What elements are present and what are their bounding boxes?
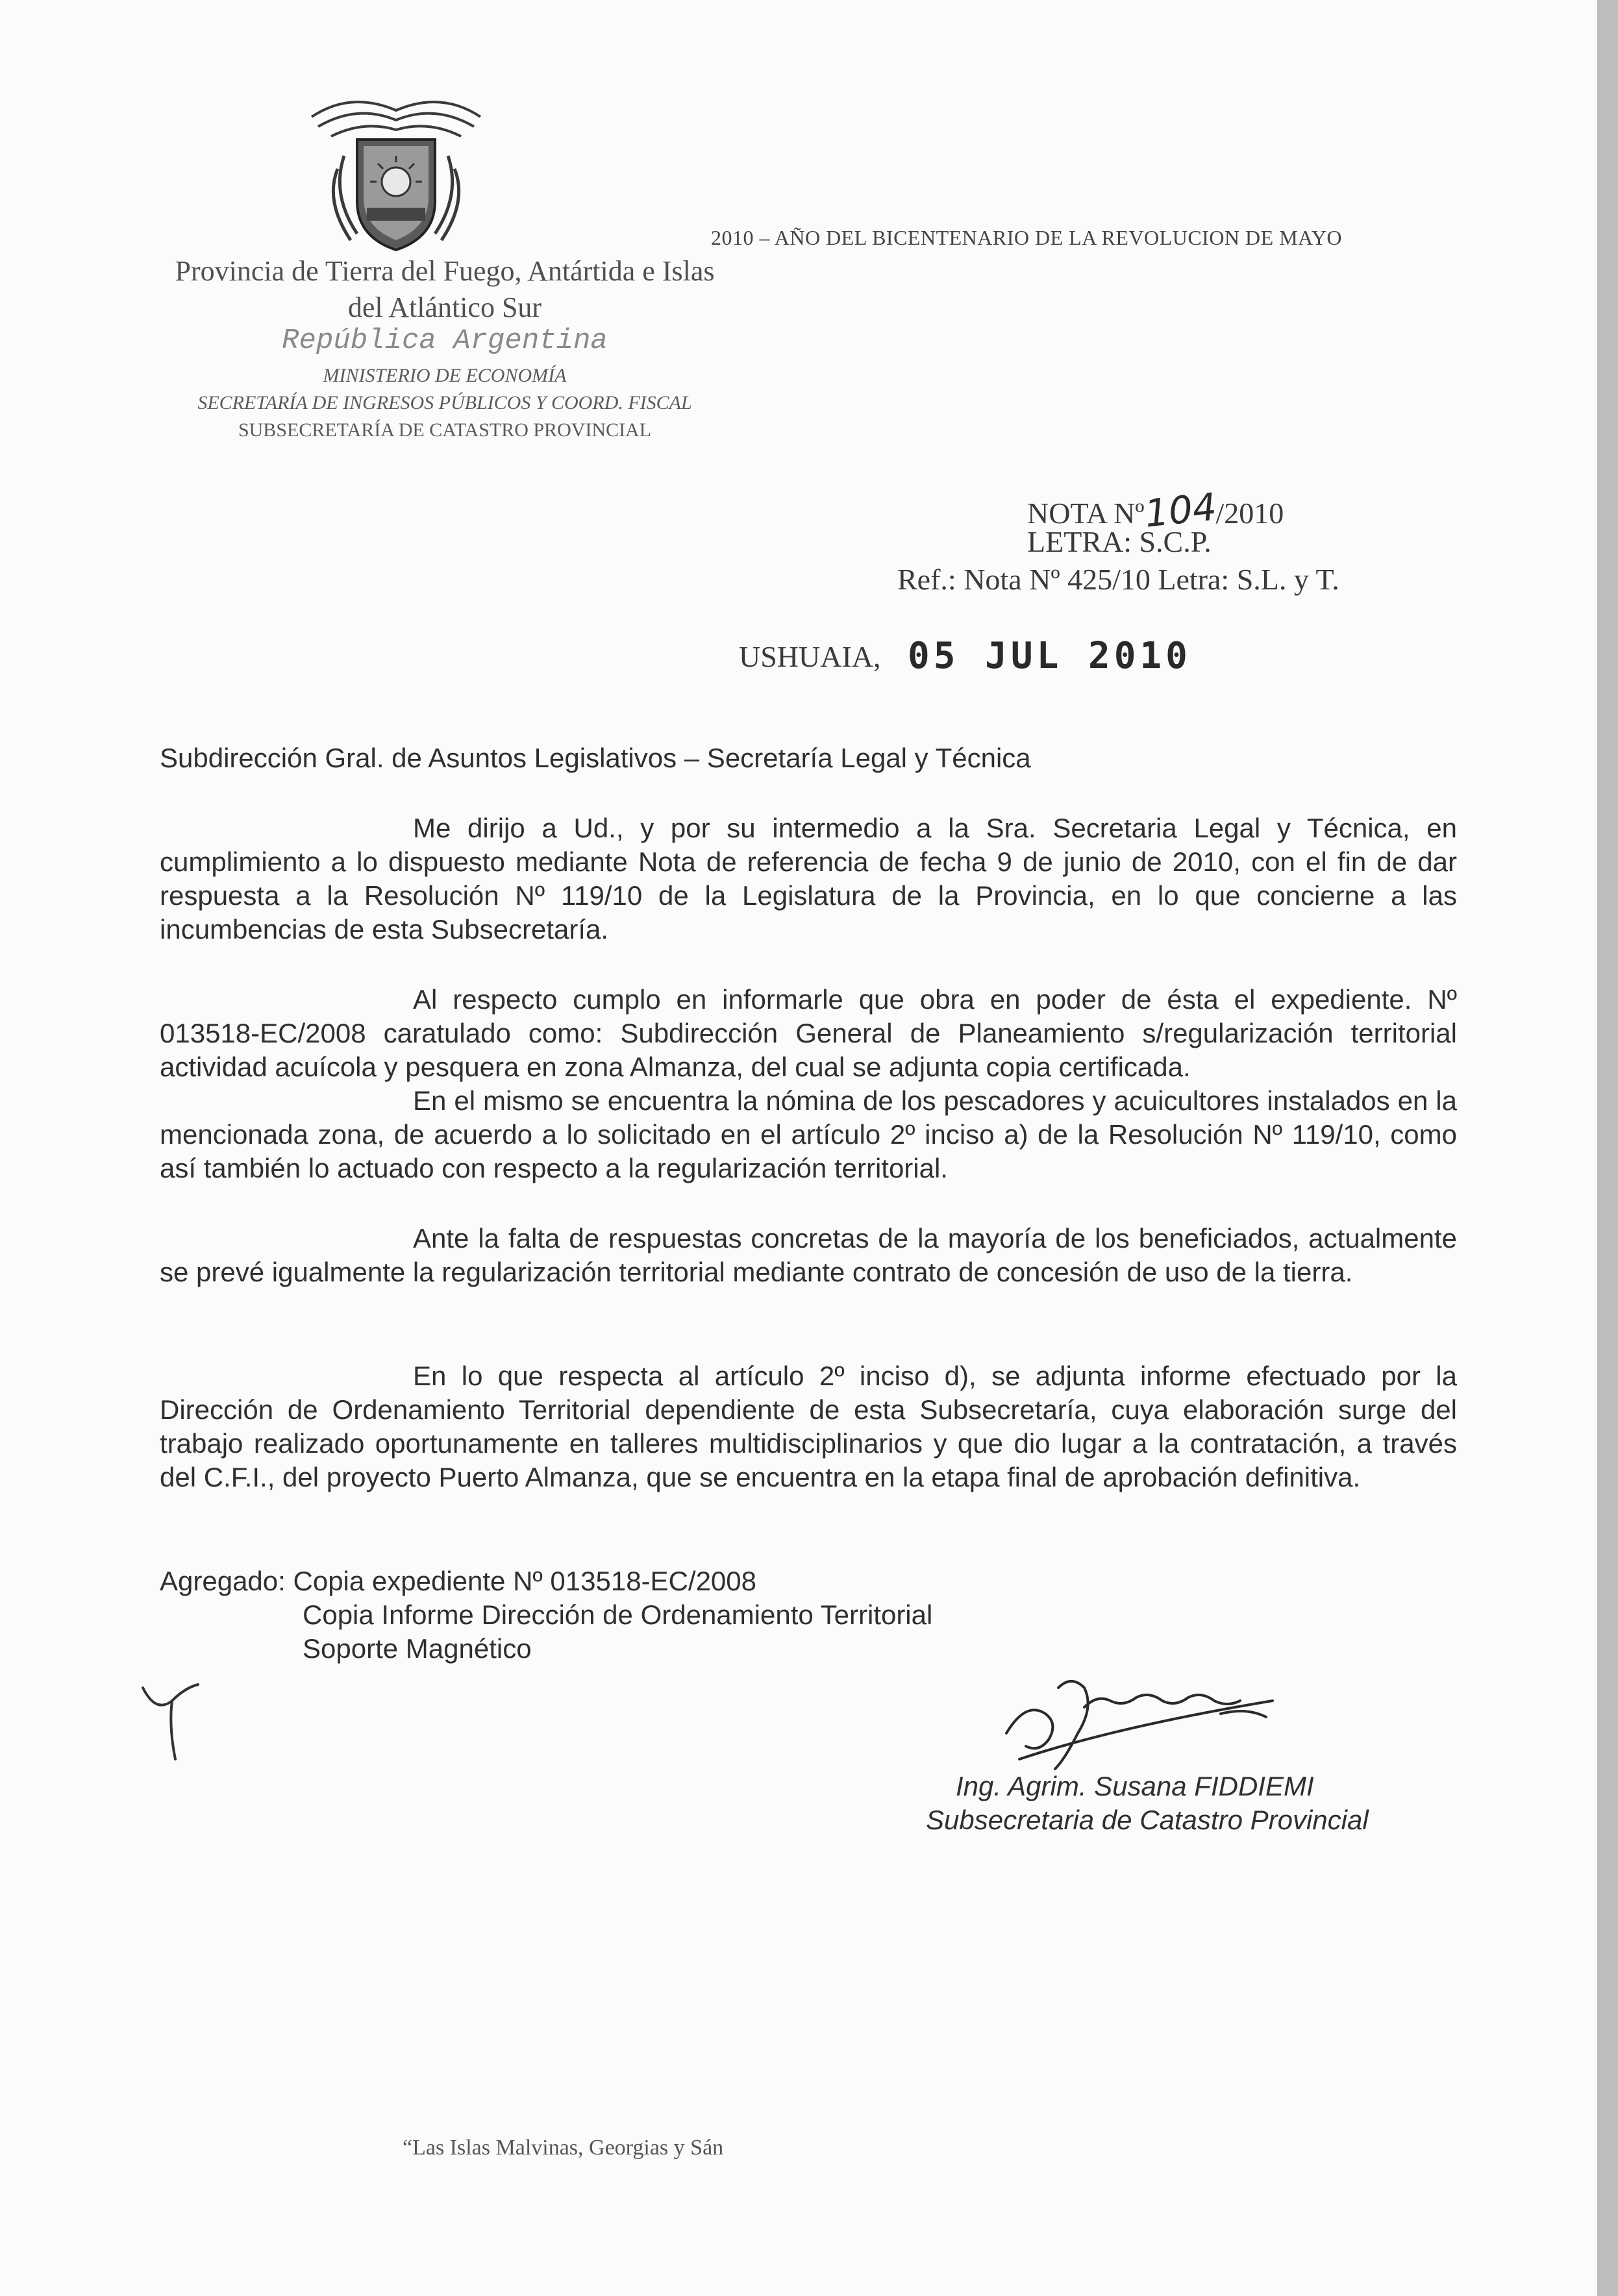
signatory-name: Ing. Agrim. Susana FIDDIEMI — [956, 1771, 1314, 1801]
attachment-item-3: Soporte Magnético — [303, 1633, 532, 1664]
nota-prefix: NOTA Nº — [1027, 497, 1145, 530]
secretariat-name: SECRETARÍA DE INGRESOS PÚBLICOS Y COORD. FISCAL — [197, 392, 692, 414]
reference-line: Ref.: Nota Nº 425/10 Letra: S.L. y T. — [897, 563, 1339, 596]
paragraph-3-text: En el mismo se encuentra la nómina de los pescadores y acuicultores instalados en la mencionada zona, de acuerdo a lo solicitado en el artículo 2º inciso a) de la Resolución Nº 119/10, como así también lo actuado con respecto a la regularización territorial. — [160, 1085, 1457, 1183]
nota-year: /2010 — [1215, 497, 1284, 530]
attachments-label: Agregado: — [160, 1566, 286, 1596]
signatory-role: Subsecretaria de Catastro Provincial — [926, 1805, 1369, 1835]
paragraph-1-text: Me dirijo a Ud., y por su intermedio a la Sra. Secretaria Legal y Técnica, en cumplimiento a lo dispuesto mediante Nota de referencia de fecha 9 de junio de 2010, con el fin de dar respuesta a la Resolución Nº 119/10 de la Legislatura de la Provincia, en lo que concierne a las incumbencias de esta Subsecretaría. — [160, 813, 1457, 944]
paragraph-2 — [160, 983, 1457, 1084]
country-name: República Argentina — [282, 325, 608, 357]
paragraph-1 — [160, 811, 1457, 946]
handwritten-signature — [987, 1662, 1286, 1772]
scan-edge-band — [1597, 0, 1618, 2296]
attachment-item-1: Copia expediente Nº 013518-EC/2008 — [293, 1566, 757, 1596]
paragraph-5 — [160, 1359, 1457, 1494]
attachments-list — [160, 1566, 756, 1597]
attachment-item-2: Copia Informe Dirección de Ordenamiento Territorial — [303, 1599, 933, 1630]
city-name: USHUAIA, — [739, 640, 881, 673]
ministry-name: MINISTERIO DE ECONOMÍA — [323, 365, 567, 386]
addressee-line: Subdirección Gral. de Asuntos Legislativos – Secretaría Legal y Técnica — [160, 743, 1031, 773]
footer-motto: “Las Islas Malvinas, Georgias y Sán — [403, 2136, 724, 2160]
paragraph-4-text: Ante la falta de respuestas concretas de la mayoría de los beneficiados, actualmente se prevé igualmente la regularización territorial mediante contrato de concesión de uso de la tierra. — [160, 1223, 1457, 1287]
paragraph-4 — [160, 1222, 1457, 1289]
paragraph-3 — [160, 1084, 1457, 1185]
nota-handwritten-number: 104 — [1142, 484, 1219, 536]
margin-initial-mark — [136, 1675, 214, 1766]
subsecretariat-name: SUBSECRETARÍA DE CATASTRO PROVINCIAL — [238, 419, 652, 441]
province-name-line1: Provincia de Tierra del Fuego, Antártida e Islas — [175, 255, 715, 287]
paragraph-5-text: En lo que respecta al artículo 2º inciso d), se adjunta informe efectuado por la Dirección de Ordenamiento Territorial dependiente de esta Subsecretaría, cuya elaboración surge del trabajo realizado oportunamente en talleres multidisciplinarios y que dio lugar a la contratación, a través del C.F.I., del proyecto Puerto Almanza, que se encuentra en la etapa final de aprobación definitiva. — [160, 1361, 1457, 1492]
province-name-line2: del Atlántico Sur — [347, 291, 542, 323]
coat-of-arms-seal — [305, 91, 487, 260]
date-stamp: 05 JUL 2010 — [908, 635, 1191, 677]
letra-line: LETRA: S.C.P. — [1027, 525, 1212, 558]
paragraph-2-text: Al respecto cumplo en informarle que obra en poder de ésta el expediente. Nº 013518-EC/2008 caratulado como: Subdirección General de Planeamiento s/regularización territorial actividad acuícola y pesquera en zona Almanza, del cual se adjunta copia certificada. — [160, 984, 1457, 1082]
year-motto: 2010 – AÑO DEL BICENTENARIO DE LA REVOLUCION DE MAYO — [711, 226, 1343, 249]
